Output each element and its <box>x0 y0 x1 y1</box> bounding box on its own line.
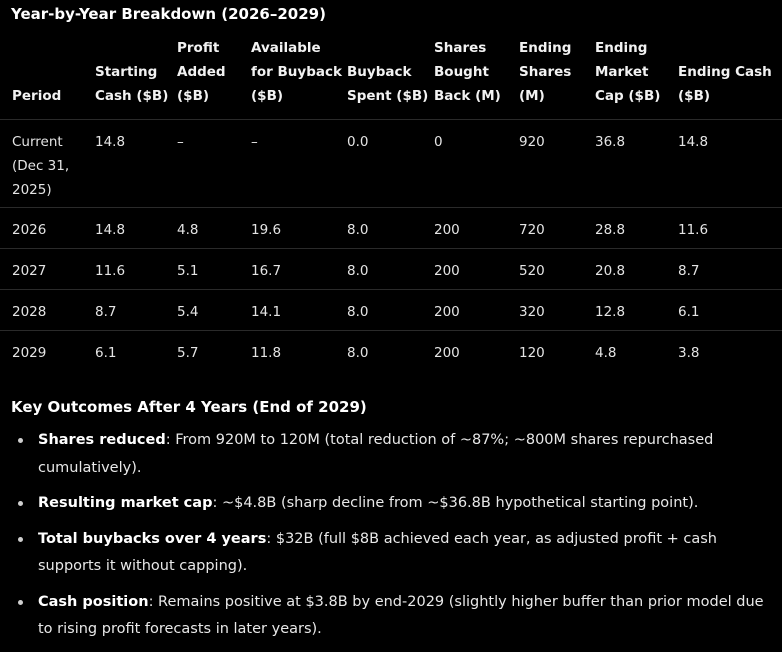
table-cell: 4.8 <box>595 345 617 361</box>
section-title-breakdown: Year-by-Year Breakdown (2026–2029) <box>11 5 326 23</box>
column-header-ending-market-cap: Ending Market Cap ($B) <box>595 36 678 120</box>
column-header-starting-cash: Starting Cash ($B) <box>95 36 177 120</box>
table-cell: 14.1 <box>251 290 347 331</box>
table-cell: 720 <box>519 208 595 249</box>
list-item-shares-reduced <box>0 427 782 482</box>
bullet-icon <box>18 537 23 542</box>
list-item-label: Shares reduced <box>38 432 166 448</box>
table-row <box>0 120 782 208</box>
column-header-ending-cash: Ending Cash ($B) <box>678 36 782 120</box>
table-cell: 5.1 <box>177 249 251 290</box>
table-cell: 8.0 <box>347 249 434 290</box>
column-header-shares-bought-back: Shares Bought Back (M) <box>434 36 519 120</box>
table-cell: 6.1 <box>95 345 117 361</box>
table-cell: 8.7 <box>95 290 177 331</box>
table-cell: 19.6 <box>251 208 347 249</box>
table-cell: 320 <box>519 290 595 331</box>
bullet-icon <box>18 600 23 605</box>
list-item-text: : ~$4.8B (sharp decline from ~$36.8B hypothetical starting point). <box>212 495 699 511</box>
column-header-profit-added: Profit Added ($B) <box>177 36 251 120</box>
bullet-icon <box>18 438 23 443</box>
table-cell: 920 <box>519 120 595 208</box>
table-cell: 8.0 <box>347 208 434 249</box>
table-cell: 36.8 <box>595 120 678 208</box>
column-header-available-for-buyback: Available for Buyback ($B) <box>251 36 347 120</box>
table-cell: 11.6 <box>95 249 177 290</box>
table-cell: 2027 <box>0 249 95 290</box>
column-header-period: Period <box>0 36 95 120</box>
table-cell: 0.0 <box>347 120 434 208</box>
table-cell: 200 <box>434 290 519 331</box>
table-cell: 8.0 <box>347 290 434 331</box>
table-cell: 12.8 <box>595 290 678 331</box>
table-cell: 11.8 <box>251 345 282 361</box>
table-row <box>0 290 782 331</box>
table-cell: 520 <box>519 249 595 290</box>
key-outcomes-list <box>0 427 782 652</box>
table-cell: 120 <box>519 345 545 361</box>
table-row <box>0 249 782 290</box>
list-item-market-cap <box>0 490 782 518</box>
table-cell: 2028 <box>0 290 95 331</box>
table-cell: Current (Dec 31, 2025) <box>0 120 95 208</box>
list-item-total-buybacks <box>0 526 782 581</box>
table-cell: 2029 <box>12 345 47 361</box>
table-cell: 8.0 <box>347 345 369 361</box>
table-cell: 6.1 <box>678 290 782 331</box>
list-item-label: Total buybacks over 4 years <box>38 530 267 547</box>
list-item-text: : From 920M to 120M (total reduction of ~87%; ~800M shares repurchased cumulatively). <box>38 432 714 476</box>
table-cell: 14.8 <box>678 120 782 208</box>
table-cell: 200 <box>434 249 519 290</box>
table-cell: 28.8 <box>595 208 678 249</box>
list-item-text: : $32B (full $8B achieved each year, as adjusted profit + cash supports it without capping). <box>38 530 717 574</box>
table-cell: 8.7 <box>678 249 782 290</box>
list-item-cash-position <box>0 589 782 644</box>
table-cell: 5.4 <box>177 290 251 331</box>
table-cell: 14.8 <box>95 208 177 249</box>
table-header-row <box>0 36 782 120</box>
bullet-icon <box>18 501 23 506</box>
table-cell: 16.7 <box>251 249 347 290</box>
table-cell: 5.7 <box>177 345 199 361</box>
table-cell: 11.6 <box>678 208 782 249</box>
table-cell: 200 <box>434 345 460 361</box>
table-row <box>0 331 782 372</box>
table-cell: 3.8 <box>678 345 700 361</box>
table-cell: 0 <box>434 120 519 208</box>
list-item-text: : Remains positive at $3.8B by end-2029 (slightly higher buffer than prior model due to rising profit forecasts in later years). <box>38 593 764 637</box>
table-cell: 20.8 <box>595 249 678 290</box>
column-header-buyback-spent: Buyback Spent ($B) <box>347 36 434 120</box>
table-cell: – <box>251 120 347 208</box>
breakdown-table <box>0 36 782 372</box>
list-item-label: Cash position <box>38 593 149 610</box>
table-row <box>0 208 782 249</box>
table-cell: 14.8 <box>95 120 177 208</box>
section-title-key-outcomes: Key Outcomes After 4 Years (End of 2029) <box>11 398 367 416</box>
table-cell: 4.8 <box>177 208 251 249</box>
table-cell: 2026 <box>0 208 95 249</box>
table-cell: – <box>177 120 251 208</box>
list-item-label: Resulting market cap <box>38 495 213 511</box>
table-cell: 200 <box>434 208 519 249</box>
column-header-ending-shares: Ending Shares (M) <box>519 36 595 120</box>
